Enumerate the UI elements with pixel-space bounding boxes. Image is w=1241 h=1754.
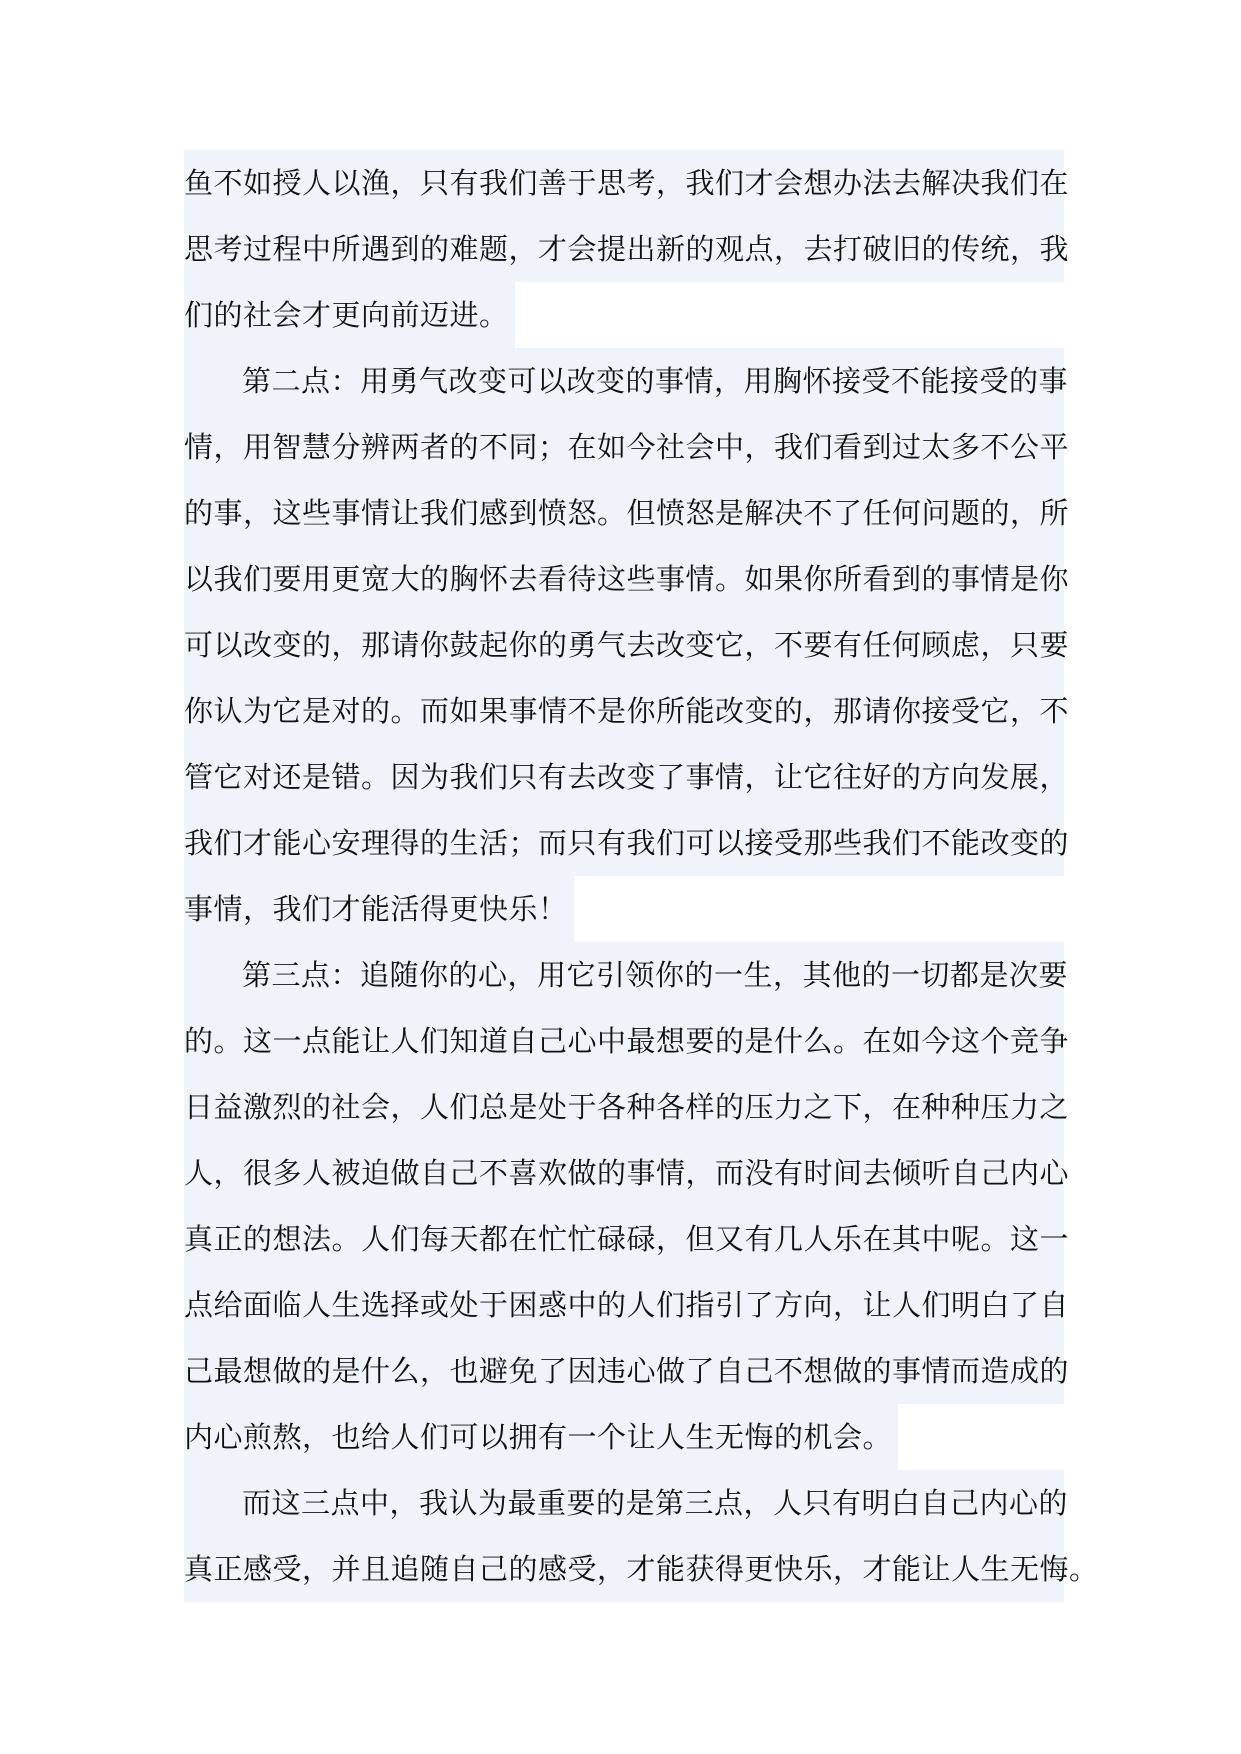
text-line [184,810,1070,876]
line-text: 真正的想法。人们每天都在忙忙碌碌，但又有几人乐在其中呢。这一 [184,1206,1064,1272]
line-text: 第三点：追随你的心，用它引领你的一生，其他的一切都是次要 [184,942,1064,1008]
line-text: 思考过程中所遇到的难题，才会提出新的观点，去打破旧的传统，我 [184,216,1064,282]
text-line [184,1338,1070,1404]
text-line [184,612,1070,678]
text-line [184,546,1070,612]
text-line [184,282,1064,348]
paragraph-first-line [184,348,1069,414]
text-line [184,1404,1064,1470]
text-line [184,876,1064,942]
text-line [184,1206,1070,1272]
line-text: 鱼不如授人以渔，只有我们善于思考，我们才会想办法去解决我们在 [184,150,1064,216]
paragraph-first-line [184,942,1069,1008]
line-text: 你认为它是对的。而如果事情不是你所能改变的，那请你接受它，不 [184,678,1064,744]
line-text: 真正感受，并且追随自己的感受，才能获得更快乐，才能让人生无悔。 [184,1536,1064,1602]
text-line [184,1074,1070,1140]
text-line [184,678,1070,744]
document-body [184,150,1099,1602]
line-text: 人，很多人被迫做自己不喜欢做的事情，而没有时间去倾听自己内心 [184,1140,1064,1206]
line-text: 我们才能心安理得的生活；而只有我们可以接受那些我们不能改变的 [184,810,1064,876]
line-text: 第二点：用勇气改变可以改变的事情，用胸怀接受不能接受的事 [184,348,1064,414]
line-text: 事情，我们才能活得更快乐！ [184,876,574,942]
text-line [184,744,1070,810]
text-line [184,150,1070,216]
line-text: 的。这一点能让人们知道自己心中最想要的是什么。在如今这个竞争 [184,1008,1064,1074]
line-text: 情，用智慧分辨两者的不同；在如今社会中，我们看到过太多不公平 [184,414,1064,480]
line-text: 可以改变的，那请你鼓起你的勇气去改变它，不要有任何顾虑，只要 [184,612,1064,678]
line-text: 日益激烈的社会，人们总是处于各种各样的压力之下，在种种压力之 [184,1074,1064,1140]
text-line [184,1536,1099,1602]
text-line [184,1272,1070,1338]
text-line [184,1008,1070,1074]
line-text: 以我们要用更宽大的胸怀去看待这些事情。如果你所看到的事情是你 [184,546,1064,612]
line-text: 们的社会才更向前迈进。 [184,282,515,348]
line-text: 点给面临人生选择或处于困惑中的人们指引了方向，让人们明白了自 [184,1272,1064,1338]
line-text: 内心煎熬，也给人们可以拥有一个让人生无悔的机会。 [184,1404,898,1470]
text-line [184,480,1070,546]
text-line [184,414,1070,480]
line-text: 管它对还是错。因为我们只有去改变了事情，让它往好的方向发展， [184,744,1064,810]
line-text: 己最想做的是什么，也避免了因违心做了自己不想做的事情而造成的 [184,1338,1064,1404]
line-text: 而这三点中，我认为最重要的是第三点，人只有明白自己内心的 [184,1470,1064,1536]
paragraph-first-line [184,1470,1069,1536]
line-text: 的事，这些事情让我们感到愤怒。但愤怒是解决不了任何问题的，所 [184,480,1064,546]
text-line [184,1140,1070,1206]
text-line [184,216,1070,282]
